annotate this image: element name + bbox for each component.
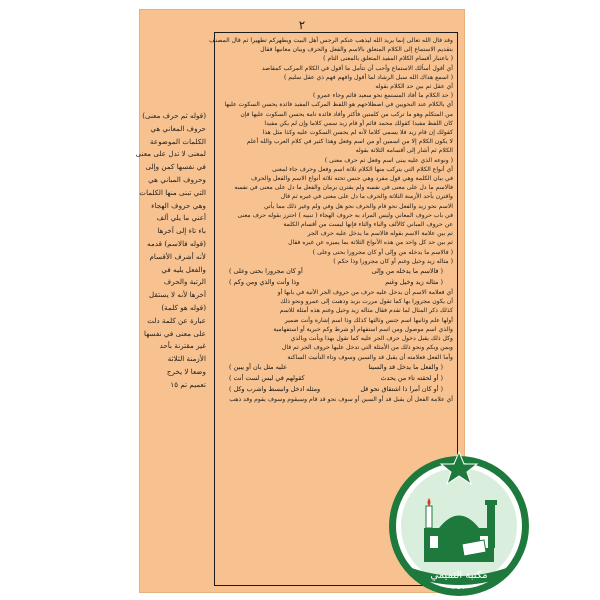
page-number: ٢ [298, 18, 306, 32]
text-line: أي علامة الفعل أن يقبل قد أو السين أو سوف نحو قد قام وسيقوم وسوف يقوم وقد ذهب [229, 395, 453, 403]
text-line: واقترن بأحد الأزمنة الثلاثة والحرف ما دل على معنى في غيره ثم قال [280, 193, 453, 201]
text-line: فالاسم ما دل على معنى في نفسه ولم يقترن بزمان والفعل ما دل على معنى في نفسه [234, 184, 453, 192]
margin-line: وضعا لا يخرج [166, 366, 206, 376]
margin-line: عبارة عن كلمة دلت [147, 315, 206, 325]
text-line: وقد قال الله تعالى إنما يريد الله ليذهب عنكم الرجس أهل البيت ويطهركم تطهيرا ثم قال المصنف [209, 37, 453, 44]
verse-line [219, 277, 453, 288]
margin-line: تعميم تم ١٥ [170, 379, 206, 389]
text-line: والذي اسم موصول ومن اسم استفهام أو شرط وكم خبرية أو استفهامية [273, 325, 453, 333]
margin-line: الرتبة والحرف [163, 277, 206, 287]
text-line: وأما الفعل فعلامته أن يقبل قد والسين وسوف وتاء التأنيث الساكنة [287, 353, 453, 361]
verse-hemistich-right: ( أو كان أمرا ذا اشتقاق نحو قل [360, 384, 443, 393]
text-line: أي أنواع الكلام التي يتركب منها الكلام ثلاثة اسم وفعل وحرف جاء لمعنى [272, 165, 453, 173]
margin-line: لأنه أشرف الأقسام [149, 251, 206, 261]
margin-line: غير مقترنة بأحد [159, 341, 206, 351]
text-line: ( ونوعه الذي عليه يبنى اسم وفعل ثم حرف معنى ) [324, 156, 453, 164]
margin-line: لمعنى لا تدل على معنى [135, 149, 206, 159]
text-line: ( اسمع هداك الله سبل الرشاد لما أقول وافهم فهم ذي عقل سليم ) [283, 73, 453, 81]
margin-line: (قوله هو كلمة) [161, 302, 206, 312]
library-stamp-seal [384, 448, 534, 598]
text-line: أي أقول أسألك الاستماع وأحب أن تتأمل ما أقول في الكلام المركب كمقاصد [261, 64, 453, 72]
stamp-name: مكتبة التميمي [430, 570, 488, 581]
text-line: كذلك ذكر المثال لما تقدم فقال مثاله زيد وخيل وغنم هذه أمثلة للاسم [279, 307, 453, 315]
text-line: وكل ذلك يقبل دخول حرف الجر عليه كما تقول بهذا وبأنت وبالذي [290, 335, 453, 343]
verse-hemistich-right: ( فالاسم ما يدخله من وإلى [371, 267, 443, 276]
stamp-year: ١٩٩٣ [448, 587, 470, 597]
margin-line: التي تبنى منها الكلمات [139, 187, 206, 197]
margin-line: في نفسها كمن وإلى [145, 162, 206, 172]
verse-line [219, 362, 453, 373]
margin-line: الكلمات الموضوعة [150, 136, 206, 146]
text-line: أي عقل ثم بين حد الكلام بقوله [375, 83, 453, 91]
margin-commentary [135, 110, 206, 580]
text-line: في باب حروف المعاني وليس المراد به حروف الهجاء ( تنبيه ) احترز بقوله حرف معنى [237, 211, 453, 219]
verse-hemistich-left: وذا وأنت والذي ومن وكم ) [229, 278, 300, 287]
text-line: من المتكلم وهو ما تركب من كلمتين فأكثر وأفاد فائدة تامة يحسن السكوت عليها فإن [240, 110, 453, 118]
verse-line [219, 373, 453, 384]
verse-hemistich-left: عليه مثل بان أو يبين ) [229, 362, 287, 371]
verse-hemistich-right: ( والفعل ما يدخل قد والسينا [368, 362, 443, 371]
text-line: وبمن وبكم ونحو ذلك من الأمثلة التي تدخل عليها حروف الجر ثم قال [281, 344, 453, 352]
text-line: ثم بين حد كل واحد من هذه الأنواع الثلاثة بما يميزه عن غيره فقال [288, 239, 453, 247]
text-line: لا يكون الكلام إلا من اسمين أو من اسم وفعل وهذا كثير في كلام العرب والله أعلم [246, 138, 453, 146]
text-line: أن يكون مجرورا بها كما تقول مررت بزيد وذهبت إلى عمرو ونحو ذلك [280, 298, 453, 306]
margin-line: أعني ما يلي ألف [156, 213, 206, 223]
text-line: ( فالاسم ما يدخله من وإلى أو كان مجرورا بحتى وعلى ) [312, 248, 453, 256]
text-line: أولها علم وثانيها اسم جنس وثالثها كذلك وذا اسم إشارة وأنت ضمير [284, 316, 453, 324]
verse-hemistich-right: ( أو لحقته تاء من يحدث [380, 373, 443, 382]
main-text [209, 36, 453, 404]
text-line: ( مثاله زيد وخيل وغنم أو كان مجرورا وذا حكم ) [333, 257, 453, 265]
verse-hemistich-left: أو كان مجرورا بحتى وعلى ) [229, 267, 303, 276]
verse-line [219, 266, 453, 277]
verse-hemistich-left: ومثله ادخل وانبسط واشرب وكل ) [229, 384, 321, 393]
text-line: كان اللفظ مفيدا كقولك محمد قائم أو قام زيد سمي كلاما وإن لم يكن مفيدا [264, 119, 453, 127]
margin-line: والفعل يليه في [161, 264, 206, 274]
text-line: ( حد الكلام ما أفاد المستمع نحو سعيد قائم وجاء عمرو ) [312, 92, 453, 100]
verse-hemistich-right: ( مثاله زيد وخيل وغنم [385, 278, 443, 287]
text-line: كقولك إن قام زيد فلا يسمى كلاما لأنه لم يحسن السكوت عليه وكذا مثل هذا [262, 129, 453, 137]
verse-line [219, 384, 453, 395]
text-line: ( باعتبار أقسام الكلام المفيد المتعلق بالمعنى التام ) [323, 55, 453, 63]
margin-line: باء تاء إلى آخرها [157, 226, 206, 236]
text-line: أي بالكلام عند النحويين في اصطلاحهم هو اللفظ المركب المفيد فائدة يحسن السكوت عليها [224, 101, 453, 109]
text-line: ثم بين علامة الاسم بقوله فالاسم ما يدخل عليه حرف الجر [307, 230, 453, 238]
margin-line: آخرها لأنه لا يستقل [149, 290, 206, 300]
margin-line: الأزمنة الثلاثة [167, 354, 206, 364]
margin-line: (قوله ثم حرف معنى) [142, 111, 206, 120]
margin-line: على معنى في نفسها [144, 328, 206, 338]
text-line: الاسم نحو زيد والفعل نحو قام والحرف نحو هل وفي ولم وغير ذلك مما يأتي [263, 202, 453, 210]
margin-line: وحروف المباني هي [148, 174, 206, 184]
text-line: أي فعلامة الاسم أن يدخل عليه حرف من حروف الجر الآتية في بابها أو [277, 289, 453, 297]
text-line: في بيان الكلمة وهي قول مفرد وهي جنس تحته ثلاثة أنواع الاسم والفعل والحرف [251, 175, 453, 183]
margin-line: (قوله فالاسم) قدمه [147, 238, 206, 248]
verse-hemistich-left: كقولهم في ليس لست أنت ) [229, 373, 305, 382]
text-line: بتقديم الاستماع إلى الكلام المتعلق بالاسم والفعل والحرف وبيان معانيها فقال [260, 46, 453, 54]
margin-line: وهي حروف الهجاء [151, 200, 206, 210]
text-line: الكلام ثم أشار إلى أقسامه الثلاثة بقوله [355, 147, 453, 155]
margin-line: حروف المعاني هي [150, 123, 206, 133]
text-line: عن حروف المباني كالألف والباء والتاء فإنها ليست من أقسام الكلمة [283, 221, 453, 229]
